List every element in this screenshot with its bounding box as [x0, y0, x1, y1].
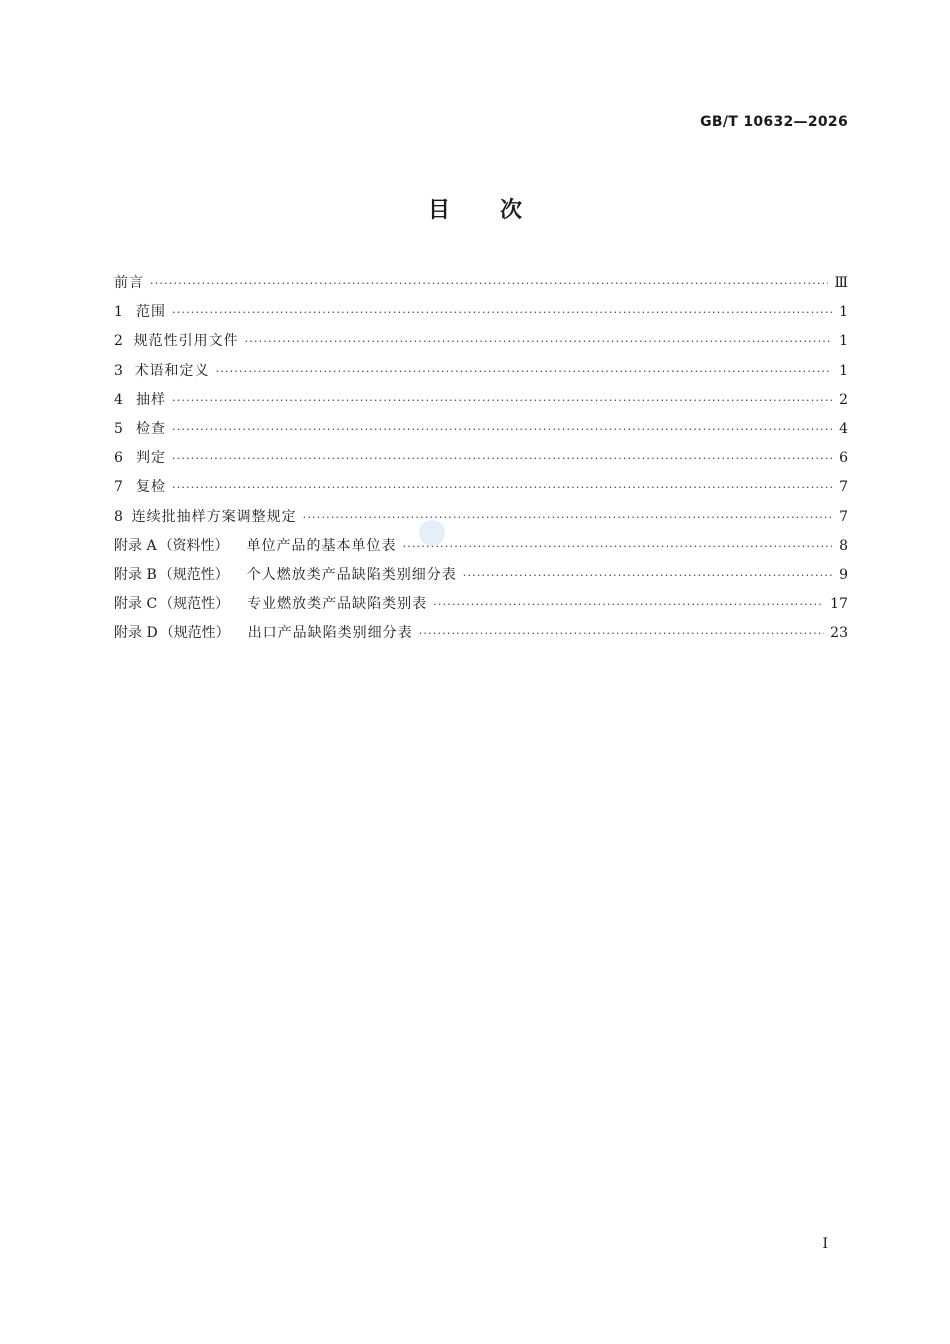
appendix-type: （规范性） [159, 625, 230, 642]
toc-entry-number: 1 [114, 304, 123, 321]
appendix-label: 单位产品的基本单位表 [246, 537, 397, 554]
appendix-type: （规范性） [159, 596, 230, 613]
dot-leader [172, 481, 832, 494]
dot-leader [172, 394, 832, 407]
appendix-label: 出口产品缺陷类别细分表 [247, 625, 413, 642]
dot-leader [419, 627, 824, 640]
appendix-prefix: 附录 D [114, 625, 158, 642]
appendix-page: 8 [839, 537, 848, 554]
toc-entry-label: 抽样 [136, 391, 167, 408]
toc-entry-label: 判定 [136, 450, 167, 467]
toc-entry-number: 8 [114, 508, 123, 525]
title-char-1: 目 [427, 198, 450, 223]
toc-entry-label: 前言 [114, 275, 144, 291]
dot-leader [172, 306, 832, 319]
table-of-contents [114, 272, 848, 651]
toc-entry-page: 7 [839, 479, 848, 496]
toc-entry-number: 7 [114, 479, 123, 496]
toc-entry-page: 6 [839, 450, 848, 467]
toc-entry-label: 连续批抽样方案调整规定 [131, 508, 297, 525]
dot-leader [433, 598, 824, 611]
appendix-prefix: 附录 A [114, 537, 157, 554]
appendix-type: （规范性） [158, 566, 229, 583]
appendix-page: 23 [830, 625, 848, 642]
appendix-page: 17 [830, 596, 848, 613]
toc-entry-page: 7 [839, 508, 848, 525]
toc-entry-page: 4 [839, 420, 848, 437]
appendix-page: 9 [839, 566, 848, 583]
title-char-2: 次 [500, 198, 523, 223]
toc-entry-number: 2 [114, 333, 123, 350]
toc-appendix-d[interactable] [114, 622, 848, 651]
toc-entry-label: 范围 [136, 304, 167, 321]
dot-leader [403, 540, 832, 553]
toc-entry-2[interactable] [114, 330, 848, 359]
toc-entry-page: Ⅲ [834, 275, 848, 291]
toc-appendix-a[interactable] [114, 535, 848, 564]
dot-leader [303, 511, 832, 524]
toc-entry-page: 1 [839, 304, 848, 321]
dot-leader [172, 423, 832, 436]
dot-leader [463, 569, 832, 582]
dot-leader [172, 452, 832, 465]
toc-entry-5[interactable] [114, 418, 848, 447]
toc-entry-number: 4 [114, 391, 123, 408]
page-title [0, 193, 950, 224]
watermark-logo [419, 520, 445, 546]
appendix-type: （资料性） [158, 537, 229, 554]
toc-entry-number: 3 [114, 362, 123, 379]
toc-entry-label: 规范性引用文件 [133, 333, 239, 350]
toc-entry-8[interactable] [114, 506, 848, 535]
toc-entry-page: 2 [839, 391, 848, 408]
toc-entry-1[interactable] [114, 301, 848, 330]
page-number: I [822, 1236, 828, 1252]
toc-entry-7[interactable] [114, 476, 848, 505]
toc-entry-6[interactable] [114, 447, 848, 476]
dot-leader [216, 365, 832, 378]
toc-entry-page: 1 [839, 333, 848, 350]
toc-entry-number: 5 [114, 420, 123, 437]
toc-entry-label: 检查 [136, 420, 167, 437]
toc-entry-page: 1 [839, 362, 848, 379]
toc-appendix-b[interactable] [114, 564, 848, 593]
appendix-prefix: 附录 B [114, 566, 157, 583]
dot-leader [150, 277, 828, 290]
toc-entry-label: 术语和定义 [134, 362, 210, 379]
toc-entry-3[interactable] [114, 360, 848, 389]
toc-appendix-c[interactable] [114, 593, 848, 622]
appendix-label: 专业燃放类产品缺陷类别表 [247, 596, 428, 613]
standard-code: GB/T 10632—2026 [700, 114, 848, 130]
toc-entry-4[interactable] [114, 389, 848, 418]
appendix-label: 个人燃放类产品缺陷类别细分表 [246, 566, 457, 583]
toc-entry-number: 6 [114, 450, 123, 467]
dot-leader [245, 335, 832, 348]
appendix-prefix: 附录 C [114, 596, 158, 613]
toc-entry-label: 复检 [136, 479, 167, 496]
toc-entry-foreword[interactable] [114, 272, 848, 301]
